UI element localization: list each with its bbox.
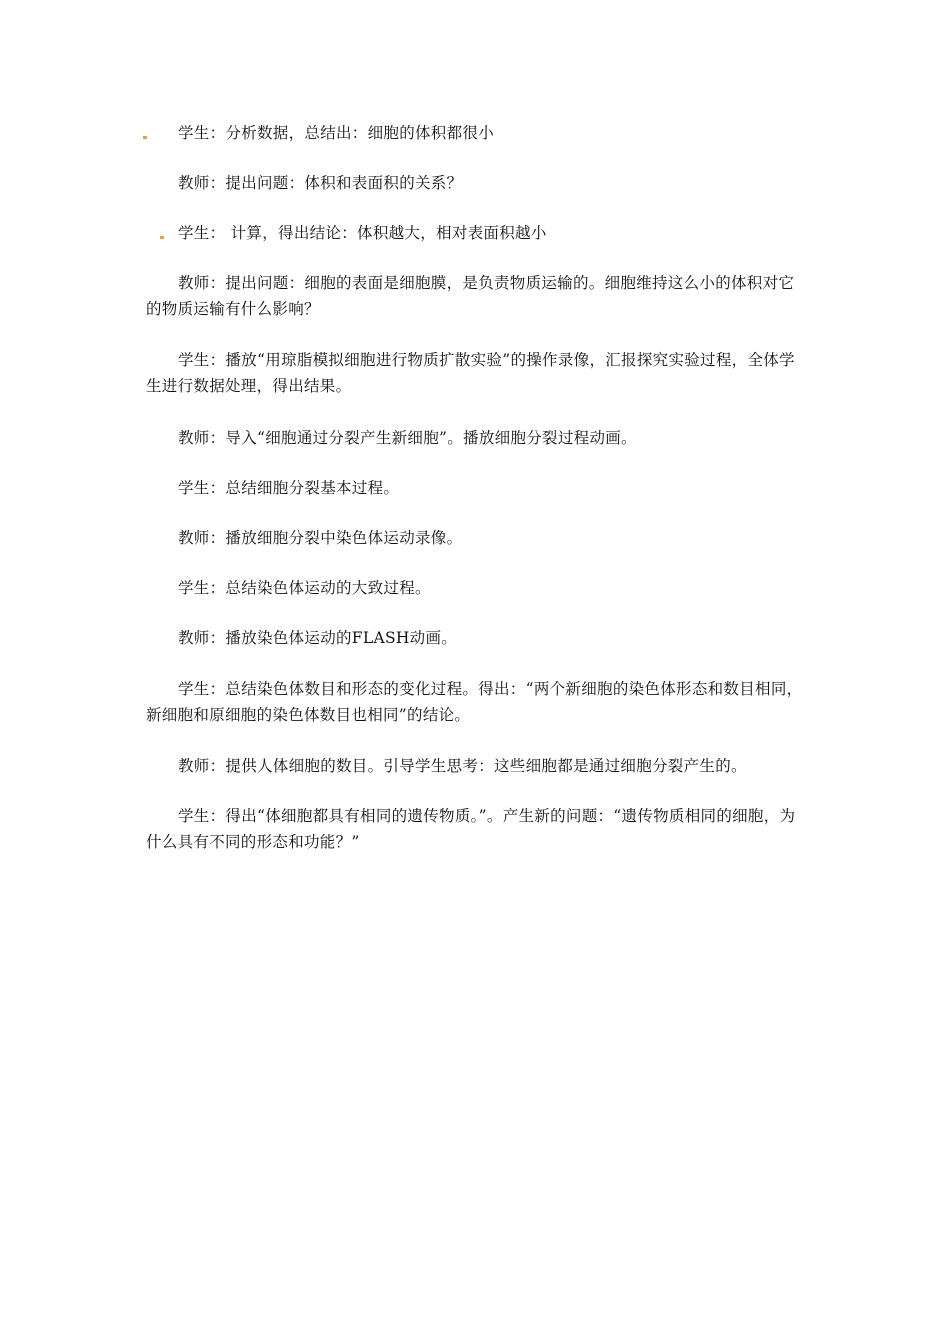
paragraph-4: 教师：提出问题：细胞的表面是细胞膜，是负责物质运输的。细胞维持这么小的体积对它的物质运输有什么影响？ bbox=[146, 274, 795, 318]
paragraph-2: 教师：提出问题：体积和表面积的关系？ bbox=[178, 174, 463, 192]
paragraph-8: 教师：播放细胞分裂中染色体运动录像。 bbox=[178, 529, 463, 547]
paragraph-12: 教师：提供人体细胞的数目。引导学生思考：这些细胞都是通过细胞分裂产生的。 bbox=[178, 757, 747, 775]
paragraph-3: 学生： 计算，得出结论：体积越大，相对表面积越小 bbox=[178, 224, 547, 242]
paragraph-5: 学生：播放“用琼脂模拟细胞进行物质扩散实验”的操作录像，汇报探究实验过程，全体学生进行数据处理，得出结果。 bbox=[146, 351, 795, 395]
paragraph-10: 教师：播放染色体运动的FLASH动画。 bbox=[178, 629, 458, 647]
paragraph-9: 学生：总结染色体运动的大致过程。 bbox=[178, 579, 431, 597]
paragraph-13: 学生：得出“体细胞都具有相同的遗传物质。”。产生新的问题：“遗传物质相同的细胞，为什么具有不同的形态和功能？” bbox=[146, 807, 796, 851]
paragraph-7: 学生：总结细胞分裂基本过程。 bbox=[178, 479, 400, 497]
paragraph-11: 学生：总结染色体数目和形态的变化过程。得出：“两个新细胞的染色体形态和数目相同，新细胞和原细胞的染色体数目也相同”的结论。 bbox=[146, 680, 803, 724]
paragraph-6: 教师：导入“细胞通过分裂产生新细胞”。播放细胞分裂过程动画。 bbox=[178, 429, 637, 447]
paragraph-1: 学生：分析数据，总结出：细胞的体积都很小 bbox=[178, 124, 495, 142]
